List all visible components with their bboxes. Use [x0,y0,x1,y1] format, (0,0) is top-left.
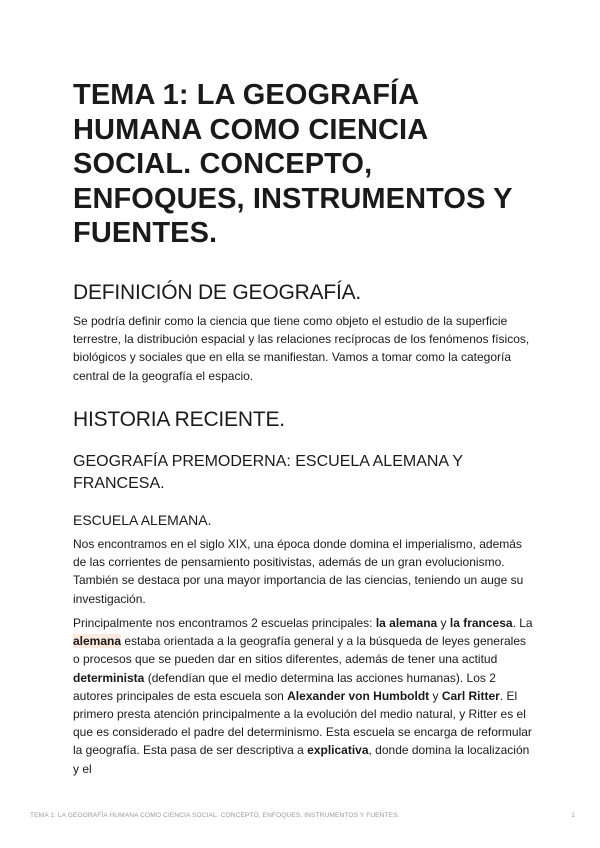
page-number: 1 [571,812,575,819]
paragraph-escuelas: Principalmente nos encontramos 2 escuelas principales: la alemana y la francesa. La alemana estaba orientada a la geografía general y a la búsqueda de leyes generales o procesos que se pueden dar en sitios diferentes, además de tener una actitud determinista (defendían que el medio determina las acciones humanas). Los 2 autores principales de esta escuela son Alexander von Humboldt y Carl Ritter. El primero presta atención principalmente a la evolución del medio natural, y Ritter es el que es considerado el padre del determinismo. Esta escuela se encarga de reformular la geografía. Esta pasa de ser descriptiva a explicativa, donde domina la localización y el [73,616,533,776]
highlight-alemana: alemana [73,634,122,649]
page-footer [30,812,575,819]
section-heading-definicion: DEFINICIÓN DE GEOGRAFÍA. [73,281,362,304]
document-title: TEMA 1: LA GEOGRAFÍA HUMANA COMO CIENCIA SOCIAL. CONCEPTO, ENFOQUES, INSTRUMENTOS Y FUENTES. [73,79,513,249]
footer-text: TEMA 1: LA GEOGRAFÍA HUMANA COMO CIENCIA SOCIAL. CONCEPTO, ENFOQUES, INSTRUMENTOS Y FUENTES. [30,812,400,819]
section-heading-historia: HISTORIA RECIENTE. [73,408,285,431]
paragraph-definicion: Se podría definir como la ciencia que tiene como objeto el estudio de la superficie terrestre, la distribución espacial y las relaciones recíprocas de los fenómenos físicos, biológicos y sociales que en ella se manifiestan. Vamos a tomar como la categoría central de la geografía el espacio. [73,314,530,383]
paragraph-contexto: Nos encontramos en el siglo XIX, una época donde domina el imperialismo, además de las corrientes de pensamiento positivistas, además de un gran evolucionismo. También se destaca por una mayor importancia de las ciencias, teniendo un auge su investigación. [73,537,524,606]
subsection-heading-premoderna: GEOGRAFÍA PREMODERNA: ESCUELA ALEMANA Y FRANCESA. [73,453,463,492]
subsubsection-heading-escuela-alemana: ESCUELA ALEMANA. [73,512,212,528]
